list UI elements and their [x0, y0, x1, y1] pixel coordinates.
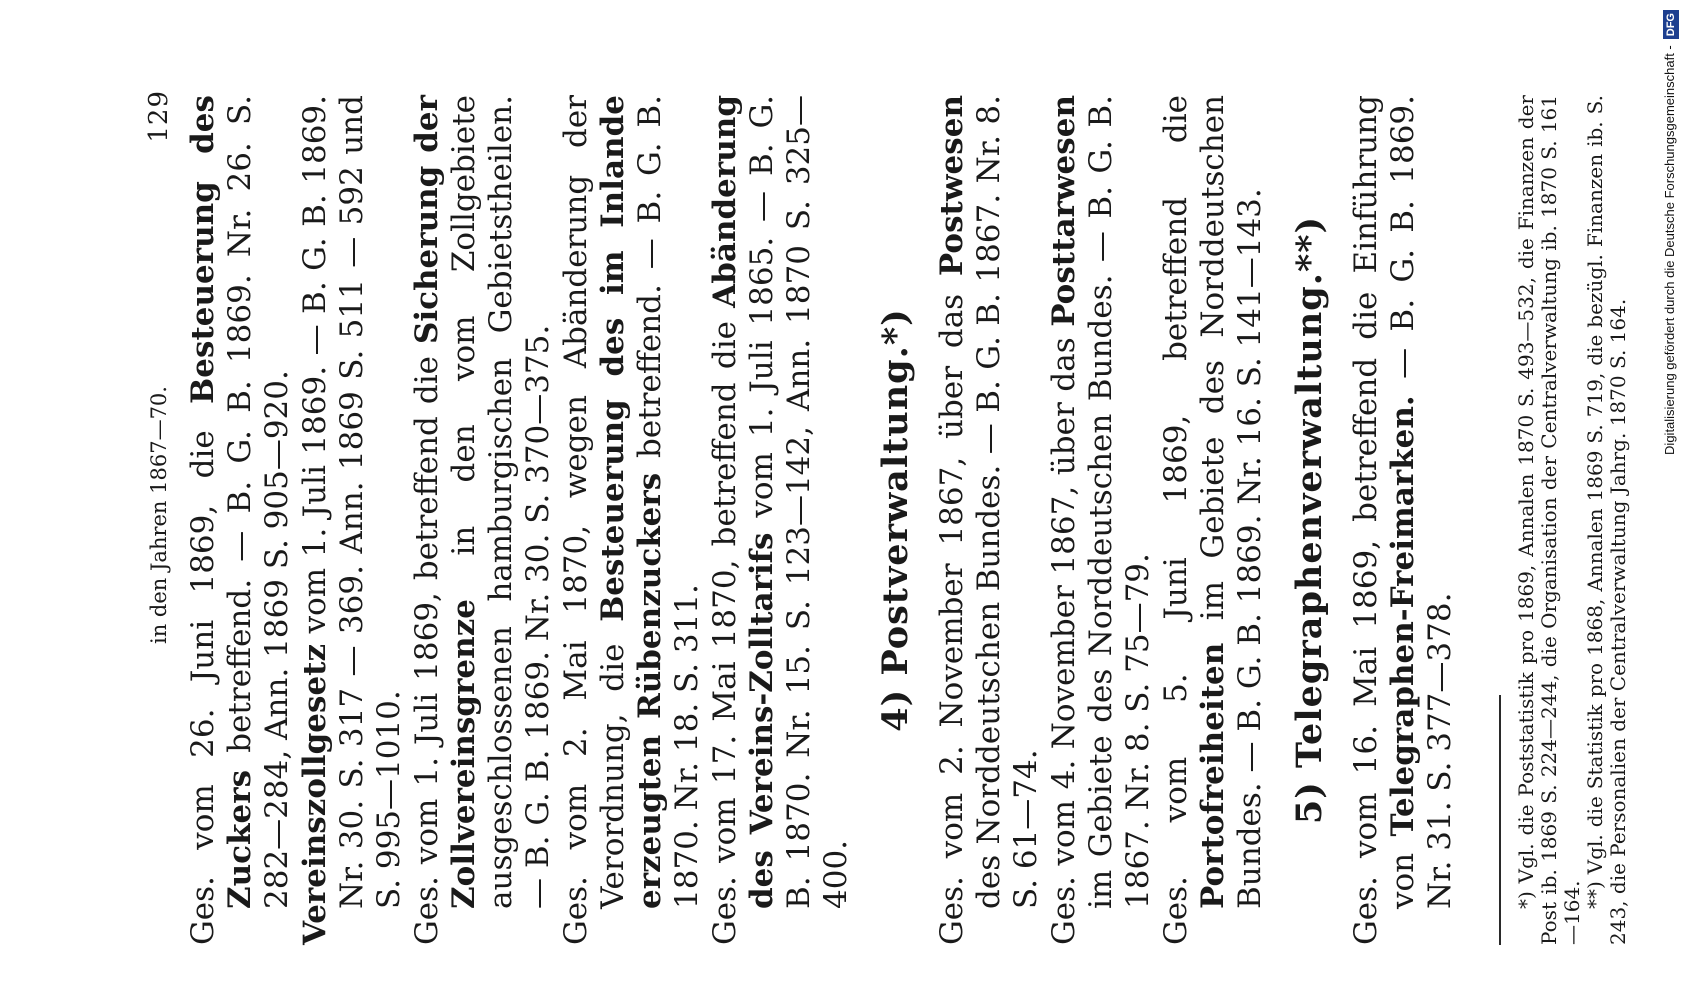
- law-entry: [1348, 95, 1459, 945]
- entry-text: Ges. vom 4. November 1867, über das: [1046, 326, 1082, 945]
- entry-keyword: Vereinszollgesetz: [297, 643, 333, 945]
- entry-keyword: Telegraphen-Freimarken.: [1385, 395, 1421, 837]
- footnote: *) Vgl. die Poststatistik pro 1869, Annalen 1870 S. 493—532, die Finanzen der Post ib. 1869 S. 224—244, die Organisation der Centralverwaltung ib. 1870 S. 161—164.: [1514, 95, 1584, 945]
- entry-text: Ges. vom 26. Juni 1869, die: [185, 403, 221, 945]
- entry-keyword: Besteuerung des Zuckers: [185, 95, 258, 909]
- entry-keyword: Abänderung des Vereins-Zolltarifs: [707, 95, 780, 909]
- entry-keyword: Besteuerung des im Inlande erzeugten Rübenzuckers: [595, 95, 668, 909]
- entry-text: des Norddeutschen Bundes. — B. G. B. 1867. Nr. 8. S. 61—74.: [971, 95, 1044, 909]
- footnote-divider: [1499, 695, 1501, 945]
- entry-text: betreffend. — B. G. B. 1869. Nr. 26. S. 282—284, Ann. 1869 S. 905—920.: [222, 95, 295, 909]
- dfg-funding-text: Digitalisierung gefördert durch die Deutsche Forschungsgemeinschaft -: [1662, 45, 1677, 455]
- page-number: 129: [144, 90, 174, 143]
- entry-text: Ges. vom 2. November 1867, über das: [934, 276, 970, 945]
- law-entry: [934, 95, 1045, 945]
- entry-text: Ges. vom 2. Mai 1870, wegen Abänderung der Verordnung, die: [558, 95, 631, 945]
- entry-text: vom 1. Juli 1869. — B. G. B. 1869. Nr. 30. S. 317 — 369. Ann. 1869 S. 511 — 592 und S. 995—1010.: [297, 95, 407, 909]
- law-entry: [185, 95, 296, 945]
- entry-text: in den vom Zollgebiete ausgeschlossenen hamburgischen Gebietstheilen. — B. G. B. 1869. Nr. 30. S. 370—375.: [446, 95, 556, 909]
- running-head: [139, 90, 179, 945]
- footnotes: [1515, 95, 1630, 945]
- entry-keyword: Posttarwesen: [1046, 95, 1082, 327]
- law-entry: [297, 95, 408, 945]
- entry-text: im Gebiete des Norddeutschen Bundes. — B. G. B. 1867. Nr. 8. S. 75—79.: [1083, 95, 1156, 909]
- entry-group-telegraph: [1348, 95, 1459, 945]
- dfg-funding-note: [1658, 10, 1682, 1000]
- entry-keyword: Portofreiheiten: [1195, 642, 1231, 909]
- section-heading-postal: 4) Postverwaltung.*): [875, 308, 916, 732]
- entry-text: — B. G. B. 1869. Nr. 31. S. 377—378.: [1385, 95, 1458, 909]
- law-entry: [707, 95, 855, 945]
- entry-text: Ges. vom 16. Mai 1869, betreffend die Einführung von: [1348, 95, 1421, 945]
- entry-keyword: Postwesen: [934, 95, 970, 277]
- body-text: [185, 95, 1459, 945]
- entry-text: vom 1. Juli 1865. — B. G. B. 1870. Nr. 15. S. 123—142, Ann. 1870 S. 325—400.: [744, 95, 854, 909]
- running-head-title: in den Jahren 1867—70.: [147, 386, 171, 644]
- entry-group-customs: [185, 95, 855, 945]
- entry-text: im Gebiete des Norddeutschen Bundes. — B. G. B. 1869. Nr. 16. S. 141—143.: [1195, 95, 1268, 909]
- law-entry: [1046, 95, 1157, 945]
- entry-keyword: Sicherung der Zollvereinsgrenze: [409, 95, 482, 909]
- law-entry: [558, 95, 706, 945]
- entry-text: betreffend. — B. G. B. 1870. Nr. 18. S. 311.: [632, 95, 705, 909]
- law-entry: [1158, 95, 1269, 945]
- entry-group-postal: [934, 95, 1269, 945]
- entry-text: Ges. vom 5. Juni 1869, betreffend die: [1158, 95, 1194, 945]
- document-page: [139, 90, 1630, 1000]
- law-entry: [409, 95, 557, 945]
- dfg-logo-icon: DFG: [1663, 10, 1679, 39]
- entry-text: Ges. vom 17. Mai 1870, betreffend die: [707, 307, 743, 945]
- section-heading-telegraph: 5) Telegraphenverwaltung.**): [1289, 215, 1330, 825]
- footnote: **) Vgl. die Statistik pro 1868, Annalen 1869 S. 719, die bezügl. Finanzen ib. S. 243, die Personalien der Centralverwaltung Jahrg. 1870 S. 164.: [1583, 95, 1630, 945]
- entry-text: Ges. vom 1. Juli 1869, betreffend die: [409, 344, 445, 945]
